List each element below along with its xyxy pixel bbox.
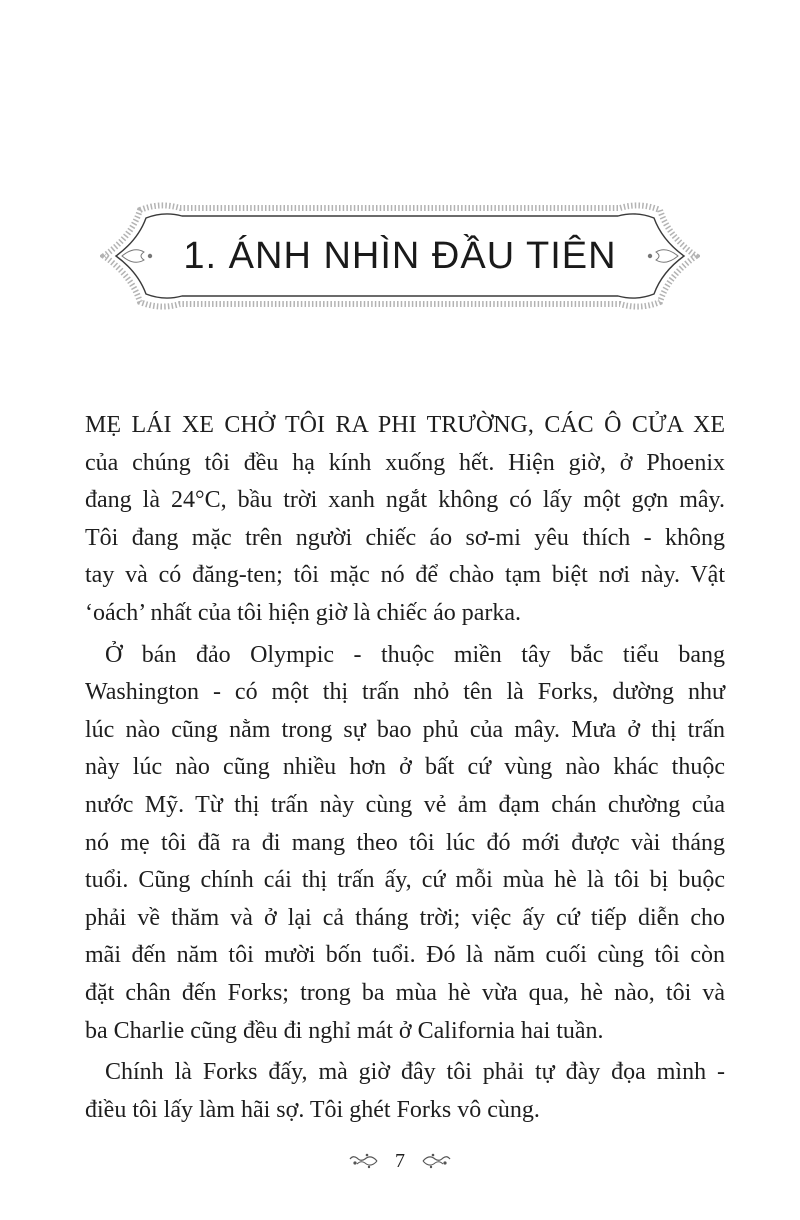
paragraph [85,1054,725,1129]
chapter-title-frame [100,196,700,316]
text-line: tuổi. Cũng chính cái thị trấn ấy, cứ mỗi mùa hè là tôi bị buộc [85,867,725,894]
text-line: phải về thăm và ở lại cả tháng trời; việc ấy cứ tiếp diễn cho [85,904,725,931]
paragraph [85,637,725,1051]
text-line: của chúng tôi đều hạ kính xuống hết. Hiện giờ, ở Phoenix [85,449,725,476]
text-line: nước Mỹ. Từ thị trấn này cùng vẻ ảm đạm chán chường của [85,791,725,818]
text-line: lúc nào cũng nằm trong sự bao phủ của mây. Mưa ở thị trấn [85,716,725,743]
text-line: này lúc nào cũng nhiều hơn ở bất cứ vùng nào khác thuộc [85,754,725,781]
text-line: ‘oách’ nhất của tôi hiện giờ là chiếc áo parka. [85,599,522,626]
chapter-body [85,407,725,1129]
page-number: 7 [395,1149,405,1172]
text-line: mãi đến năm tôi mười bốn tuổi. Đó là năm cuối cùng tôi còn [85,942,725,969]
chapter-title: 1. ÁNH NHÌN ĐẦU TIÊN [183,234,617,277]
paragraph [85,407,725,633]
text-line: nó mẹ tôi đã ra đi mang theo tôi lúc đó mới được vài tháng [85,829,725,856]
page-footer [0,1148,800,1174]
text-line: Ở bán đảo Olympic - thuộc miền tây bắc tiểu bang [105,641,725,668]
text-line: đang là 24°C, bầu trời xanh ngắt không có lấy một gợn mây. [85,487,725,514]
floral-ornament-icon [419,1150,453,1172]
floral-ornament-icon [347,1150,381,1172]
text-line: Tôi đang mặc trên người chiếc áo sơ-mi yêu thích - không [85,524,725,551]
text-line: tay và có đăng-ten; tôi mặc nó để chào tạm biệt nơi này. Vật [85,562,725,589]
text-line: điều tôi lấy làm hãi sợ. Tôi ghét Forks vô cùng. [85,1096,540,1123]
text-line: đặt chân đến Forks; trong ba mùa hè vừa qua, hè nào, tôi và [85,979,725,1006]
text-line: Washington - có một thị trấn nhỏ tên là Forks, dường như [85,679,725,706]
text-line: MẸ LÁI XE CHỞ TÔI RA PHI TRƯỜNG, CÁC Ô CỬA XE [85,412,725,438]
text-line: Chính là Forks đấy, mà giờ đây tôi phải tự đày đọa mình - [105,1059,725,1086]
text-line: ba Charlie cũng đều đi nghỉ mát ở California hai tuần. [85,1017,604,1044]
